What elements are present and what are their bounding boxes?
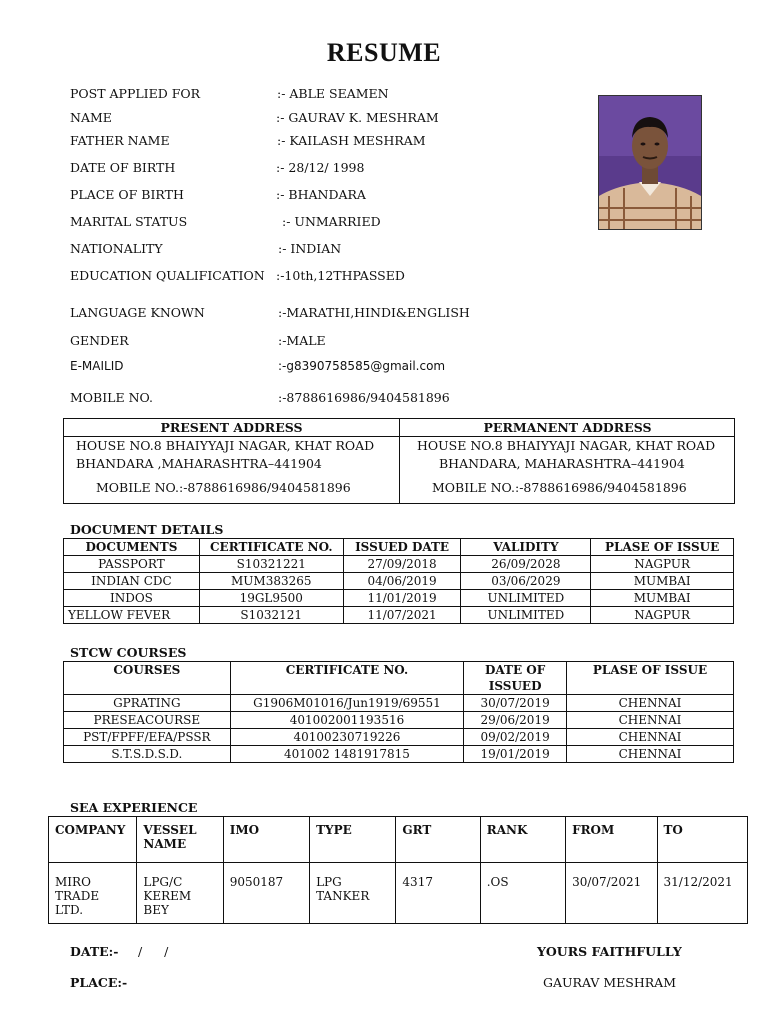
field-label: NAME [70, 110, 112, 125]
column-header: GRT [396, 817, 480, 863]
table-cell: NAGPUR [591, 556, 734, 573]
table-header-row [64, 539, 734, 556]
field-label: MOBILE NO. [70, 390, 153, 405]
table-row [64, 712, 734, 729]
table-cell: G1906M01016/Jun1919/69551 [230, 695, 464, 712]
table-cell: CHENNAI [567, 695, 734, 712]
table-row [64, 590, 734, 607]
field-value: :- 28/12/ 1998 [276, 160, 365, 175]
column-header: ISSUED DATE [343, 539, 461, 556]
table-cell: 401002001193516 [230, 712, 464, 729]
profile-photo [598, 95, 702, 230]
field-label: POST APPLIED FOR [70, 86, 201, 101]
field-value: :-MALE [278, 333, 326, 348]
present-address-mobile: MOBILE NO.:-8788616986/9404581896 [96, 480, 351, 495]
sea-experience-heading: SEA EXPERIENCE [70, 800, 198, 815]
table-cell: 19/01/2019 [464, 746, 567, 763]
table-cell: 04/06/2019 [343, 573, 461, 590]
table-cell: MUMBAI [591, 573, 734, 590]
table-cell: MUMBAI [591, 590, 734, 607]
field-value: :- INDIAN [278, 241, 342, 256]
table-cell: PRESEACOURSE [64, 712, 231, 729]
column-header: VALIDITY [461, 539, 591, 556]
column-header: RANK [480, 817, 565, 863]
permanent-address-header: PERMANENT ADDRESS [400, 419, 735, 437]
table-cell: 19GL9500 [199, 590, 343, 607]
table-row [64, 573, 734, 590]
table-cell: 9050187 [223, 863, 309, 924]
table-header-row [49, 817, 748, 863]
table-cell: CHENNAI [567, 746, 734, 763]
table-header-row [64, 662, 734, 695]
date-label: DATE:- [70, 944, 119, 959]
present-address-header: PRESENT ADDRESS [64, 419, 399, 437]
column-header: VESSEL NAME [137, 817, 223, 863]
table-cell: NAGPUR [591, 607, 734, 624]
page-title: RESUME [326, 38, 442, 67]
address-table [63, 418, 735, 504]
field-value: :-10th,12THPASSED [276, 268, 405, 283]
column-header: CERTIFICATE NO. [199, 539, 343, 556]
table-cell: CHENNAI [567, 729, 734, 746]
column-header: DOCUMENTS [64, 539, 200, 556]
table-cell: S10321221 [199, 556, 343, 573]
column-header: FROM [566, 817, 657, 863]
permanent-address-line2: BHANDARA, MAHARASHTRA–441904 [439, 456, 685, 471]
present-address-line2: BHANDARA ,MAHARASHTRA–441904 [76, 456, 322, 471]
table-cell: 09/02/2019 [464, 729, 567, 746]
document-details-table [63, 538, 734, 624]
field-label: DATE OF BIRTH [70, 160, 176, 175]
table-cell: 11/01/2019 [343, 590, 461, 607]
table-cell: 40100230719226 [230, 729, 464, 746]
portrait-image [599, 96, 701, 229]
present-address-line1: HOUSE NO.8 BHAIYYAJI NAGAR, KHAT ROAD [76, 438, 375, 453]
table-cell: 30/07/2021 [566, 863, 657, 924]
document-details-heading: DOCUMENT DETAILS [70, 522, 224, 537]
field-label: EDUCATION QUALIFICATION [70, 268, 265, 283]
table-row [49, 863, 748, 924]
field-value: :- GAURAV K. MESHRAM [276, 110, 439, 125]
column-header: TO [657, 817, 748, 863]
field-label: FATHER NAME [70, 133, 170, 148]
table-cell: MIRO TRADE LTD. [49, 863, 137, 924]
field-label: PLACE OF BIRTH [70, 187, 184, 202]
table-row [64, 695, 734, 712]
table-cell: YELLOW FEVER [64, 607, 200, 624]
table-cell: INDOS [64, 590, 200, 607]
table-cell: 27/09/2018 [343, 556, 461, 573]
place-label: PLACE:- [70, 975, 128, 990]
permanent-address-line1: HOUSE NO.8 BHAIYYAJI NAGAR, KHAT ROAD [417, 438, 716, 453]
field-label: GENDER [70, 333, 129, 348]
stcw-courses-heading: STCW COURSES [70, 645, 187, 660]
field-label: NATIONALITY [70, 241, 163, 256]
field-value: :-8788616986/9404581896 [278, 390, 450, 405]
table-cell: S.T.S.D.S.D. [64, 746, 231, 763]
table-cell: LPG/C KEREM BEY [137, 863, 223, 924]
column-header: COURSES [64, 662, 231, 695]
table-cell: GPRATING [64, 695, 231, 712]
field-value: :- UNMARRIED [282, 214, 381, 229]
column-header: COMPANY [49, 817, 137, 863]
table-cell: S1032121 [199, 607, 343, 624]
table-cell: UNLIMITED [461, 607, 591, 624]
table-row [64, 607, 734, 624]
column-header: DATE OF ISSUED [464, 662, 567, 695]
table-row [64, 729, 734, 746]
table-cell: 4317 [396, 863, 480, 924]
table-cell: INDIAN CDC [64, 573, 200, 590]
field-label: LANGUAGE KNOWN [70, 305, 205, 320]
table-cell: 29/06/2019 [464, 712, 567, 729]
column-header: TYPE [310, 817, 396, 863]
signature-name: GAURAV MESHRAM [543, 975, 676, 990]
table-row [64, 746, 734, 763]
column-header: IMO [223, 817, 309, 863]
table-cell: MUM383265 [199, 573, 343, 590]
permanent-address-mobile: MOBILE NO.:-8788616986/9404581896 [432, 480, 687, 495]
table-cell: 401002 1481917815 [230, 746, 464, 763]
stcw-courses-table [63, 661, 734, 763]
present-address [64, 419, 399, 503]
field-value: :-g8390758585@gmail.com [278, 359, 446, 373]
date-value: / / [138, 944, 169, 959]
closing-text: YOURS FAITHFULLY [537, 944, 682, 959]
table-row [64, 556, 734, 573]
table-cell: .OS [480, 863, 565, 924]
table-cell: CHENNAI [567, 712, 734, 729]
table-cell: PASSPORT [64, 556, 200, 573]
field-value: :- BHANDARA [276, 187, 366, 202]
table-cell: 03/06/2029 [461, 573, 591, 590]
column-header: PLASE OF ISSUE [591, 539, 734, 556]
table-cell: 30/07/2019 [464, 695, 567, 712]
sea-experience-table [48, 816, 748, 924]
field-label: MARITAL STATUS [70, 214, 188, 229]
table-cell: UNLIMITED [461, 590, 591, 607]
table-cell: 31/12/2021 [657, 863, 748, 924]
field-value: :-MARATHI,HINDI&ENGLISH [278, 305, 470, 320]
field-value: :- KAILASH MESHRAM [277, 133, 426, 148]
table-cell: PST/FPFF/EFA/PSSR [64, 729, 231, 746]
table-cell: LPG TANKER [310, 863, 396, 924]
permanent-address [399, 419, 735, 503]
table-cell: 11/07/2021 [343, 607, 461, 624]
column-header: CERTIFICATE NO. [230, 662, 464, 695]
field-label: E-MAILID [70, 359, 124, 373]
table-cell: 26/09/2028 [461, 556, 591, 573]
field-value: :- ABLE SEAMEN [277, 86, 389, 101]
column-header: PLASE OF ISSUE [567, 662, 734, 695]
